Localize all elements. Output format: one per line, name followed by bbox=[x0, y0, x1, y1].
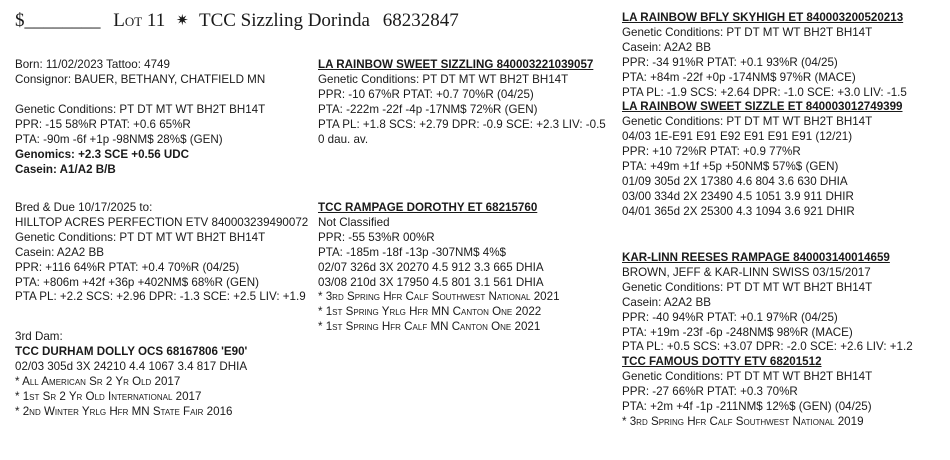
service-sire-pta: PTA: +806m +42f +36p +402NM$ 68%R (GEN) bbox=[15, 275, 260, 289]
sire-dam-record: 01/09 305d 2X 17380 4.6 804 3.6 630 DHIA bbox=[622, 174, 848, 188]
consignor-line: Consignor: BAUER, BETHANY, CHATFIELD MN bbox=[15, 72, 266, 86]
dam-sire-title: KAR-LINN REESES RAMPAGE 840003140014659 bbox=[622, 251, 890, 264]
dam-sire-ppr: PPR: -40 94%R PTAT: +0.1 97%R (04/25) bbox=[622, 310, 838, 324]
sire-dam-classification: 04/03 1E-E91 E91 E92 E91 E91 E91 (12/21) bbox=[622, 130, 853, 144]
dam-sire-pta: PTA: +19m -23f -6p -248NM$ 98%R (MACE) bbox=[622, 325, 853, 339]
lot-number: Lot 11 bbox=[113, 10, 166, 31]
price-blank: $________ bbox=[15, 10, 101, 31]
sire-sire-title: LA RAINBOW BFLY SKYHIGH ET 840003200520213 bbox=[622, 11, 904, 24]
third-dam-name: TCC DURHAM DOLLY OCS 68167806 'E90' bbox=[15, 344, 248, 358]
genomics-line: Genomics: +2.3 SCE +0.56 UDC bbox=[15, 147, 189, 161]
service-sire-genetic-conditions: Genetic Conditions: PT DT MT WT BH2T BH14T bbox=[15, 230, 266, 244]
dam-classification: Not Classified bbox=[318, 215, 390, 229]
sire-pta-pl: PTA PL: +1.8 SCS: +2.79 DPR: -0.9 SCE: +2.3 LIV: -0.5 bbox=[318, 117, 606, 131]
lot-header bbox=[15, 10, 459, 32]
sire-sire-pta-pl: PTA PL: -1.9 SCS: +2.64 DPR: -1.0 SCE: +3.0 LIV: -1.5 bbox=[622, 85, 907, 99]
dam-sire-pta-pl: PTA PL: +0.5 SCS: +3.07 DPR: -2.0 SCE: +2.6 LIV: +1.2 bbox=[622, 340, 913, 354]
sire-daughters: 0 dau. av. bbox=[318, 132, 369, 146]
service-sire-line: HILLTOP ACRES PERFECTION ETV 840003239490072 bbox=[15, 215, 309, 229]
service-sire-pta-pl: PTA PL: +2.2 SCS: +2.96 DPR: -1.3 SCE: +2.5 LIV: +1.9 bbox=[15, 290, 306, 304]
award-line: * 2nd Winter Yrlg Hfr MN State Fair 2016 bbox=[15, 404, 233, 418]
sire-dam-title: LA RAINBOW SWEET SIZZLE ET 840003012749399 bbox=[622, 100, 903, 114]
award-line: * 3rd Spring Hfr Calf Southwest National 2019 bbox=[622, 414, 864, 428]
sire-dam-genetic-conditions: Genetic Conditions: PT DT MT WT BH2T BH14T bbox=[622, 115, 873, 129]
born-line: Born: 11/02/2023 Tattoo: 4749 bbox=[15, 58, 170, 71]
sire-sire-casein: Casein: A2A2 BB bbox=[622, 40, 711, 54]
ppr-line: PPR: -15 58%R PTAT: +0.6 65%R bbox=[15, 117, 191, 131]
service-sire-casein: Casein: A2A2 BB bbox=[15, 245, 104, 259]
sire-sire-genetic-conditions: Genetic Conditions: PT DT MT WT BH2T BH14T bbox=[622, 25, 873, 39]
pta-line: PTA: -90m -6f +1p -98NM$ 28%$ (GEN) bbox=[15, 132, 223, 146]
third-dam-label: 3rd Dam: bbox=[15, 330, 63, 343]
animal-name: TCC Sizzling Dorinda bbox=[198, 10, 370, 31]
dam-pta: PTA: -185m -18f -13p -307NM$ 4%$ bbox=[318, 245, 506, 259]
dam-dam-ppr: PPR: -27 66%R PTAT: +0.3 70%R bbox=[622, 385, 798, 399]
sire-dam-record: 04/01 365d 2X 25300 4.3 1094 3.6 921 DHIR bbox=[622, 204, 855, 218]
sire-sire-ppr: PPR: -34 91%R PTAT: +0.1 93%R (04/25) bbox=[622, 55, 838, 69]
third-dam-record: 02/03 305d 3X 24210 4.4 1067 3.4 817 DHIA bbox=[15, 359, 248, 373]
bred-line: Bred & Due 10/17/2025 to: bbox=[15, 201, 153, 214]
sire-sire-pta: PTA: +84m -22f +0p -174NM$ 97%R (MACE) bbox=[622, 70, 856, 84]
dam-record: 02/07 326d 3X 20270 4.5 912 3.3 665 DHIA bbox=[318, 260, 544, 274]
sire-ppr: PPR: -10 67%R PTAT: +0.7 70%R (04/25) bbox=[318, 87, 534, 101]
award-line: * 1st Spring Hfr Calf MN Canton One 2021 bbox=[318, 320, 541, 334]
dam-ppr: PPR: -55 53%R 00%R bbox=[318, 230, 435, 244]
dam-sire-owner: BROWN, JEFF & KAR-LINN SWISS 03/15/2017 bbox=[622, 265, 871, 279]
registration-number: 68232847 bbox=[382, 10, 459, 31]
star-icon: ✷ bbox=[175, 13, 189, 29]
sire-title: LA RAINBOW SWEET SIZZLING 840003221039057 bbox=[318, 58, 594, 71]
award-line: * 1st Sr 2 Yr Old International 2017 bbox=[15, 389, 202, 403]
dam-title: TCC RAMPAGE DOROTHY ET 68215760 bbox=[318, 201, 538, 214]
sire-dam-pta: PTA: +49m +1f +5p +50NM$ 57%$ (GEN) bbox=[622, 160, 839, 174]
sire-genetic-conditions: Genetic Conditions: PT DT MT WT BH2T BH14T bbox=[318, 72, 569, 86]
award-line: * All American Sr 2 Yr Old 2017 bbox=[15, 374, 181, 388]
dam-dam-genetic-conditions: Genetic Conditions: PT DT MT WT BH2T BH14T bbox=[622, 370, 873, 384]
casein-line: Casein: A1/A2 B/B bbox=[15, 162, 116, 176]
dam-dam-title: TCC FAMOUS DOTTY ETV 68201512 bbox=[622, 355, 822, 369]
sire-dam-ppr: PPR: +10 72%R PTAT: +0.9 77%R bbox=[622, 145, 801, 159]
sire-pta: PTA: -222m -22f -4p -17NM$ 72%R (GEN) bbox=[318, 102, 538, 116]
dam-dam-pta: PTA: +2m +4f -1p -211NM$ 12%$ (GEN) (04/25) bbox=[622, 400, 872, 414]
genetic-conditions: Genetic Conditions: PT DT MT WT BH2T BH14T bbox=[15, 103, 266, 116]
service-sire-ppr: PPR: +116 64%R PTAT: +0.4 70%R (04/25) bbox=[15, 260, 240, 274]
dam-sire-genetic-conditions: Genetic Conditions: PT DT MT WT BH2T BH14T bbox=[622, 280, 873, 294]
dam-record: 03/08 210d 3X 17950 4.5 801 3.1 561 DHIA bbox=[318, 275, 544, 289]
award-line: * 3rd Spring Hfr Calf Southwest National 2021 bbox=[318, 290, 560, 304]
dam-sire-casein: Casein: A2A2 BB bbox=[622, 295, 711, 309]
award-line: * 1st Spring Yrlg Hfr MN Canton One 2022 bbox=[318, 305, 542, 319]
sire-dam-record: 03/00 334d 2X 23490 4.5 1051 3.9 911 DHIR bbox=[622, 189, 854, 203]
